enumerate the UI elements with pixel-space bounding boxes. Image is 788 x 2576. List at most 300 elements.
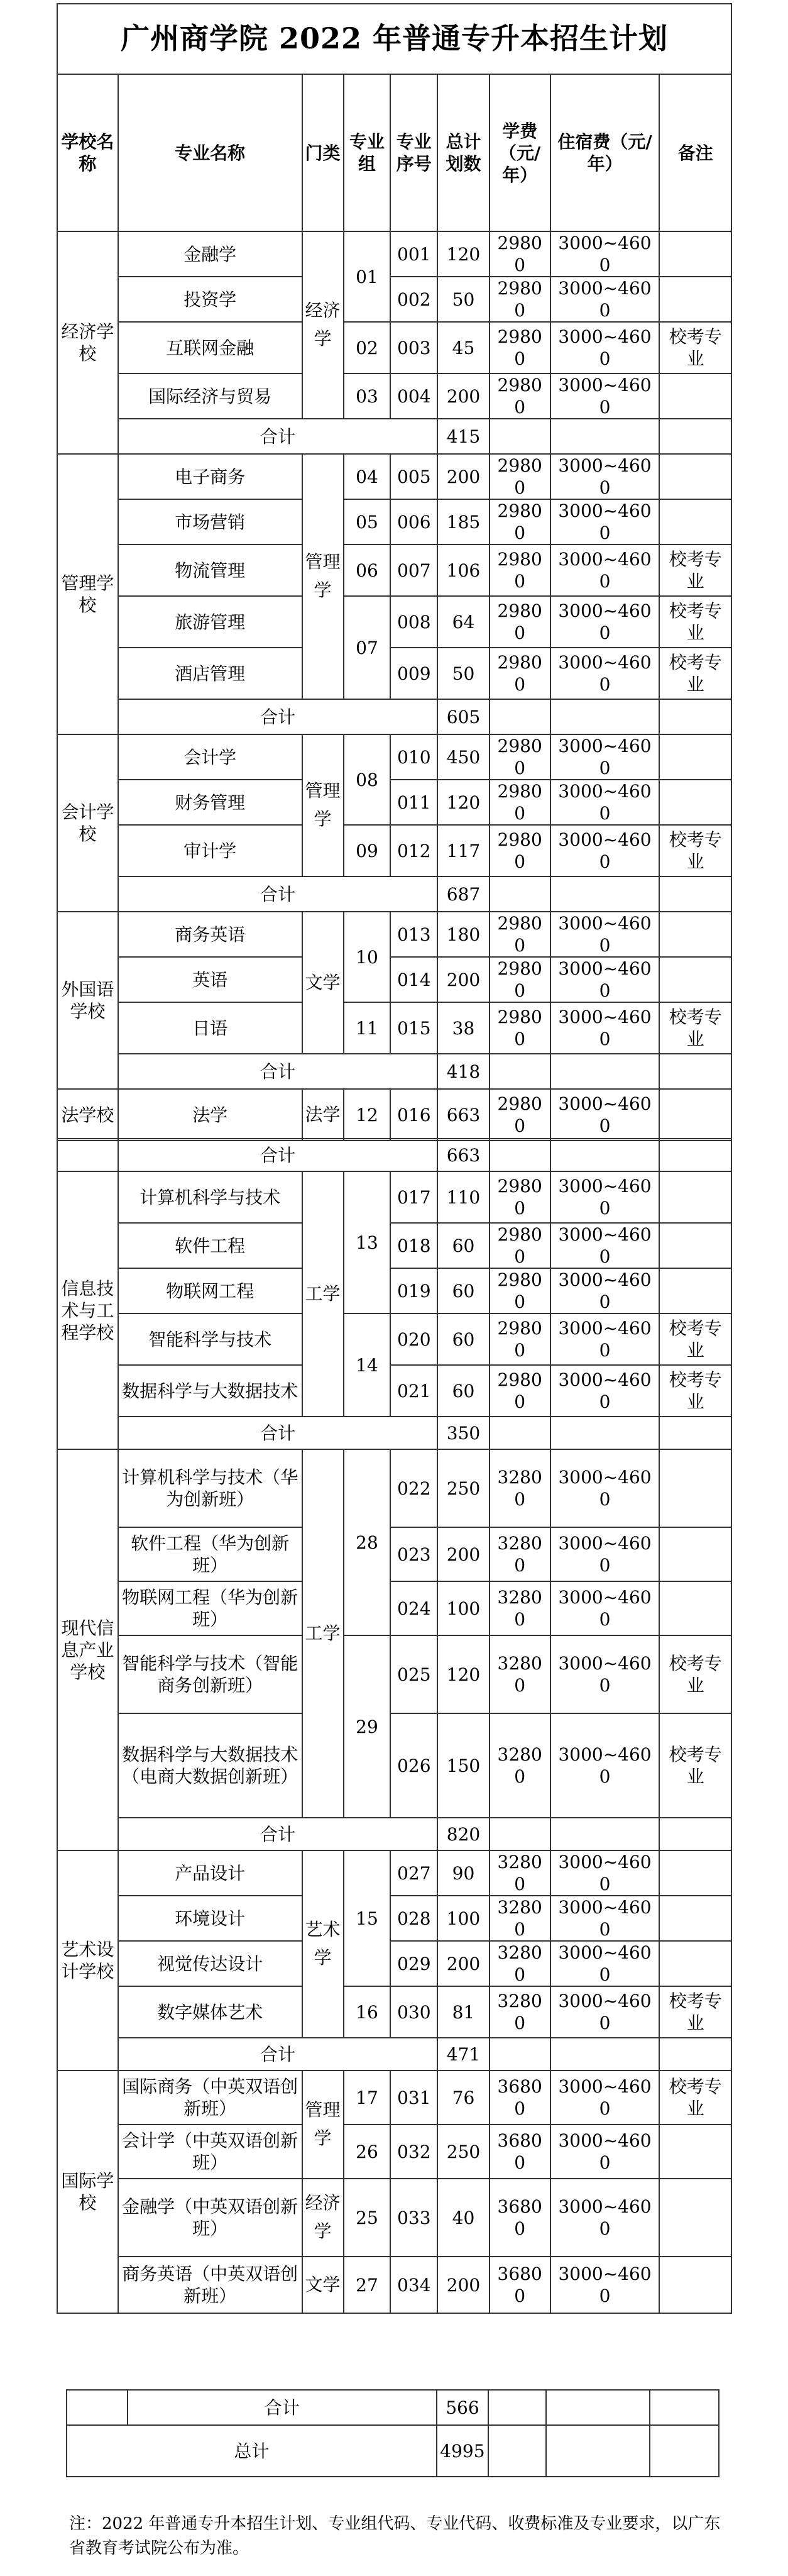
seq: 002 [390,277,437,322]
major-name: 日语 [118,1002,302,1054]
subtotal-label: 合计 [118,1417,437,1449]
major-name: 软件工程（华为创新班） [118,1527,302,1581]
seq: 030 [390,1986,437,2038]
group-code: 09 [344,825,391,876]
lodging: 3000~4600 [550,1986,660,2038]
tuition: 29800 [490,1002,550,1054]
seq: 021 [390,1365,437,1417]
tuition: 29800 [490,780,550,825]
plan-count: 50 [437,648,490,699]
table-row [57,1941,731,1986]
major-name: 审计学 [118,825,302,876]
seq: 016 [390,1089,437,1141]
tuition: 29800 [490,1268,550,1313]
table-row [57,2070,731,2125]
tuition: 32800 [490,1896,550,1941]
group-code: 02 [344,322,391,373]
category: 管理学 [302,2070,344,2179]
plan-count: 64 [437,596,490,648]
seq: 023 [390,1527,437,1581]
major-name: 物联网工程 [118,1268,302,1313]
seq: 029 [390,1941,437,1986]
table-row [57,1268,731,1313]
major-name: 环境设计 [118,1896,302,1941]
table-row [57,957,731,1002]
subtotal-label: 合计 [118,876,437,912]
subtotal-row [57,419,731,454]
remark: 校考专业 [659,648,731,699]
plan-count: 60 [437,1268,490,1313]
table-row [57,454,731,499]
plan-count: 200 [437,957,490,1002]
group-code: 27 [344,2257,391,2313]
page-title: 广州商学院 2022 年普通专升本招生计划 [57,4,731,74]
lodging: 3000~4600 [550,499,660,544]
plan-table-part-2 [57,1138,732,2314]
subtotal-value: 687 [437,876,490,912]
remark: 校考专业 [659,1313,731,1365]
remark: 校考专业 [659,1986,731,2038]
category: 工学 [302,1171,344,1417]
table-row [57,231,731,277]
lodging: 3000~4600 [550,231,660,277]
subtotal-row [57,1054,731,1089]
remark [659,1223,731,1268]
table-row [57,1986,731,2038]
major-name: 金融学（中英双语创新班） [118,2179,302,2257]
major-name: 财务管理 [118,780,302,825]
table-row [57,596,731,648]
plan-count: 180 [437,912,490,957]
remark [659,1089,731,1141]
lodging: 3000~4600 [550,1850,660,1896]
plan-table-part-3 [66,2389,720,2477]
lodging: 3000~4600 [550,1449,660,1527]
subtotal-label: 合计 [118,1818,437,1850]
table-row [57,825,731,876]
remark [659,1171,731,1223]
lodging: 3000~4600 [550,912,660,957]
table-row [57,1365,731,1417]
subtotal-row [57,2038,731,2070]
table-row [57,2125,731,2179]
plan-count: 45 [437,322,490,373]
tuition: 36800 [490,2179,550,2257]
tuition: 29800 [490,1171,550,1223]
group-code: 14 [344,1313,391,1417]
lodging: 3000~4600 [550,596,660,648]
remark [659,1941,731,1986]
seq: 034 [390,2257,437,2313]
footnote: 注：2022 年普通专升本招生计划、专业组代码、专业代码、收费标准及专业要求，以广东省教育考试院公布为准。 [69,2514,721,2558]
category: 工学 [302,1449,344,1818]
header-total: 总计划数 [437,74,490,231]
category: 艺术学 [302,1850,344,2038]
major-name: 法学 [118,1089,302,1141]
remark [659,1581,731,1635]
tuition: 32800 [490,1986,550,2038]
major-name: 国际商务（中英双语创新班） [118,2070,302,2125]
table-row [57,1713,731,1818]
plan-count: 200 [437,1527,490,1581]
group-code: 11 [344,1002,391,1054]
tuition: 29800 [490,1313,550,1365]
table-row [57,734,731,780]
seq: 019 [390,1268,437,1313]
remark: 校考专业 [659,596,731,648]
tuition: 32800 [490,1449,550,1527]
lodging: 3000~4600 [550,544,660,596]
seq: 031 [390,2070,437,2125]
header-lodging: 住宿费（元/年） [550,74,660,231]
seq: 015 [390,1002,437,1054]
plan-count: 200 [437,2257,490,2313]
major-name: 会计学 [118,734,302,780]
group-code: 03 [344,373,391,419]
plan-count: 120 [437,1635,490,1713]
subtotal-value: 820 [437,1818,490,1850]
seq: 027 [390,1850,437,1896]
lodging: 3000~4600 [550,1941,660,1986]
remark [659,277,731,322]
remark [659,499,731,544]
table-row [57,1002,731,1054]
lodging: 3000~4600 [550,734,660,780]
remark: 校考专业 [659,1635,731,1713]
enrollment-plan-table-summary [66,2389,720,2477]
remark: 校考专业 [659,825,731,876]
tuition: 29800 [490,957,550,1002]
remark: 校考专业 [659,544,731,596]
remark [659,2125,731,2179]
grand-total-value: 4995 [437,2425,488,2477]
lodging: 3000~4600 [550,1635,660,1713]
header-seq: 专业序号 [390,74,437,231]
school-name: 国际学校 [57,2070,118,2313]
major-name: 市场营销 [118,499,302,544]
major-name: 数据科学与大数据技术（电商大数据创新班） [118,1713,302,1818]
major-name: 旅游管理 [118,596,302,648]
remark [659,1896,731,1941]
school-name: 经济学校 [57,231,118,454]
subtotal-value: 663 [437,1139,490,1171]
major-name: 智能科学与技术（智能商务创新班） [118,1635,302,1713]
seq: 032 [390,2125,437,2179]
lodging: 3000~4600 [550,277,660,322]
category: 文学 [302,2257,344,2313]
subtotal-label: 合计 [118,419,437,454]
subtotal-value: 566 [437,2390,488,2425]
tuition: 36800 [490,2257,550,2313]
school-name: 外国语学校 [57,912,118,1089]
plan-count: 76 [437,2070,490,2125]
plan-count: 106 [437,544,490,596]
subtotal-label: 合计 [128,2390,437,2425]
plan-count: 60 [437,1365,490,1417]
tuition: 32800 [490,1850,550,1896]
subtotal-row [57,1139,731,1171]
subtotal-label: 合计 [118,1054,437,1089]
remark [659,231,731,277]
group-code: 16 [344,1986,391,2038]
subtotal-row [57,1417,731,1449]
tuition: 32800 [490,1527,550,1581]
tuition: 29800 [490,373,550,419]
lodging: 3000~4600 [550,1527,660,1581]
category: 经济学 [302,2179,344,2257]
enrollment-plan-table-continued [57,1138,732,2314]
tuition: 29800 [490,231,550,277]
plan-count: 60 [437,1313,490,1365]
grand-total-row [67,2425,719,2477]
school-name: 艺术设计学校 [57,1850,118,2070]
seq: 020 [390,1313,437,1365]
major-name: 商务英语 [118,912,302,957]
lodging: 3000~4600 [550,454,660,499]
table-row [57,1313,731,1365]
remark: 校考专业 [659,322,731,373]
tuition: 29800 [490,1223,550,1268]
major-name: 数字媒体艺术 [118,1986,302,2038]
plan-count: 81 [437,1986,490,2038]
group-code: 25 [344,2179,391,2257]
lodging: 3000~4600 [550,2125,660,2179]
tuition: 29800 [490,596,550,648]
lodging: 3000~4600 [550,1171,660,1223]
seq: 006 [390,499,437,544]
major-name: 酒店管理 [118,648,302,699]
major-name: 视觉传达设计 [118,1941,302,1986]
major-name: 计算机科学与技术 [118,1171,302,1223]
seq: 013 [390,912,437,957]
table-row [57,1896,731,1941]
plan-count: 60 [437,1223,490,1268]
lodging: 3000~4600 [550,1223,660,1268]
lodging: 3000~4600 [550,780,660,825]
remark [659,734,731,780]
seq: 028 [390,1896,437,1941]
plan-count: 200 [437,454,490,499]
subtotal-value: 471 [437,2038,490,2070]
lodging: 3000~4600 [550,1002,660,1054]
plan-count: 50 [437,277,490,322]
plan-count: 100 [437,1581,490,1635]
tuition: 29800 [490,322,550,373]
lodging: 3000~4600 [550,373,660,419]
major-name: 计算机科学与技术（华为创新班） [118,1449,302,1527]
subtotal-row [57,876,731,912]
seq: 012 [390,825,437,876]
remark [659,912,731,957]
lodging: 3000~4600 [550,1896,660,1941]
header-major: 专业名称 [118,74,302,231]
remark [659,454,731,499]
seq: 007 [390,544,437,596]
plan-count: 110 [437,1171,490,1223]
seq: 008 [390,596,437,648]
seq: 004 [390,373,437,419]
plan-count: 120 [437,231,490,277]
school-name: 会计学校 [57,734,118,912]
seq: 017 [390,1171,437,1223]
remark [659,1527,731,1581]
school-name: 管理学校 [57,454,118,734]
tuition: 29800 [490,734,550,780]
remark: 校考专业 [659,1365,731,1417]
table-row [57,1449,731,1527]
lodging: 3000~4600 [550,1268,660,1313]
group-code: 06 [344,544,391,596]
major-name: 电子商务 [118,454,302,499]
major-name: 金融学 [118,231,302,277]
major-name: 物流管理 [118,544,302,596]
table-row [57,373,731,419]
major-name: 商务英语（中英双语创新班） [118,2257,302,2313]
tuition: 32800 [490,1941,550,1986]
remark [659,780,731,825]
tuition: 29800 [490,277,550,322]
remark: 校考专业 [659,2070,731,2125]
table-row [57,499,731,544]
table-row [57,2257,731,2313]
subtotal-value: 605 [437,699,490,734]
tuition: 36800 [490,2125,550,2179]
seq: 011 [390,780,437,825]
remark [659,2179,731,2257]
lodging: 3000~4600 [550,1581,660,1635]
remark [659,1449,731,1527]
lodging: 3000~4600 [550,2070,660,2125]
header-category: 门类 [302,74,344,231]
remark [659,2257,731,2313]
seq: 009 [390,648,437,699]
seq: 033 [390,2179,437,2257]
seq: 026 [390,1713,437,1818]
tuition: 29800 [490,1089,550,1141]
enrollment-plan-table [57,3,732,1141]
plan-count: 200 [437,1941,490,1986]
lodging: 3000~4600 [550,1313,660,1365]
table-row [57,1581,731,1635]
major-name: 投资学 [118,277,302,322]
major-name: 会计学（中英双语创新班） [118,2125,302,2179]
major-name: 智能科学与技术 [118,1313,302,1365]
seq: 025 [390,1635,437,1713]
tuition: 29800 [490,648,550,699]
seq: 018 [390,1223,437,1268]
plan-table-part-1 [57,3,732,1141]
tuition: 32800 [490,1713,550,1818]
major-name: 物联网工程（华为创新班） [118,1581,302,1635]
tuition: 29800 [490,544,550,596]
group-code: 12 [344,1089,391,1141]
lodging: 3000~4600 [550,957,660,1002]
school-name: 信息技术与工程学校 [57,1171,118,1449]
group-code: 29 [344,1635,391,1818]
school-name: 法学校 [57,1089,118,1141]
seq: 003 [390,322,437,373]
group-code: 04 [344,454,391,499]
subtotal-value: 418 [437,1054,490,1089]
table-row [57,1850,731,1896]
lodging: 3000~4600 [550,825,660,876]
seq: 024 [390,1581,437,1635]
tuition: 36800 [490,2070,550,2125]
tuition: 29800 [490,912,550,957]
category: 管理学 [302,454,344,699]
seq: 001 [390,231,437,277]
lodging: 3000~4600 [550,1089,660,1141]
header-group: 专业组 [344,74,391,231]
tuition: 29800 [490,454,550,499]
table-row [57,1171,731,1223]
remark [659,1850,731,1896]
group-code: 07 [344,596,391,699]
plan-count: 40 [437,2179,490,2257]
plan-count: 150 [437,1713,490,1818]
group-code: 15 [344,1850,391,1986]
subtotal-row [57,1818,731,1850]
plan-count: 38 [437,1002,490,1054]
header-tuition: 学费（元/年） [490,74,550,231]
group-code: 17 [344,2070,391,2125]
group-code: 26 [344,2125,391,2179]
group-code: 10 [344,912,391,1002]
table-row [57,912,731,957]
table-row [57,1089,731,1141]
subtotal-label: 合计 [118,2038,437,2070]
plan-count: 450 [437,734,490,780]
lodging: 3000~4600 [550,322,660,373]
plan-count: 100 [437,1896,490,1941]
table-row [57,544,731,596]
table-row [57,1223,731,1268]
major-name: 数据科学与大数据技术 [118,1365,302,1417]
table-row [57,1635,731,1713]
grand-total-label: 总计 [67,2425,437,2477]
category: 管理学 [302,734,344,876]
lodging: 3000~4600 [550,648,660,699]
group-code: 28 [344,1449,391,1635]
major-name: 英语 [118,957,302,1002]
remark [659,957,731,1002]
group-code: 05 [344,499,391,544]
subtotal-row [57,699,731,734]
group-code: 13 [344,1171,391,1313]
plan-count: 663 [437,1089,490,1141]
remark: 校考专业 [659,1713,731,1818]
remark: 校考专业 [659,1002,731,1054]
subtotal-row [67,2390,719,2425]
category: 经济学 [302,231,344,419]
group-code: 08 [344,734,391,825]
table-row [57,322,731,373]
table-row [57,2179,731,2257]
plan-count: 250 [437,1449,490,1527]
lodging: 3000~4600 [550,2257,660,2313]
plan-count: 250 [437,2125,490,2179]
seq: 022 [390,1449,437,1527]
seq: 010 [390,734,437,780]
plan-count: 200 [437,373,490,419]
subtotal-label: 合计 [118,1139,437,1171]
category: 文学 [302,912,344,1054]
tuition: 29800 [490,1365,550,1417]
remark [659,1268,731,1313]
plan-count: 90 [437,1850,490,1896]
tuition: 32800 [490,1581,550,1635]
table-row [57,1527,731,1581]
